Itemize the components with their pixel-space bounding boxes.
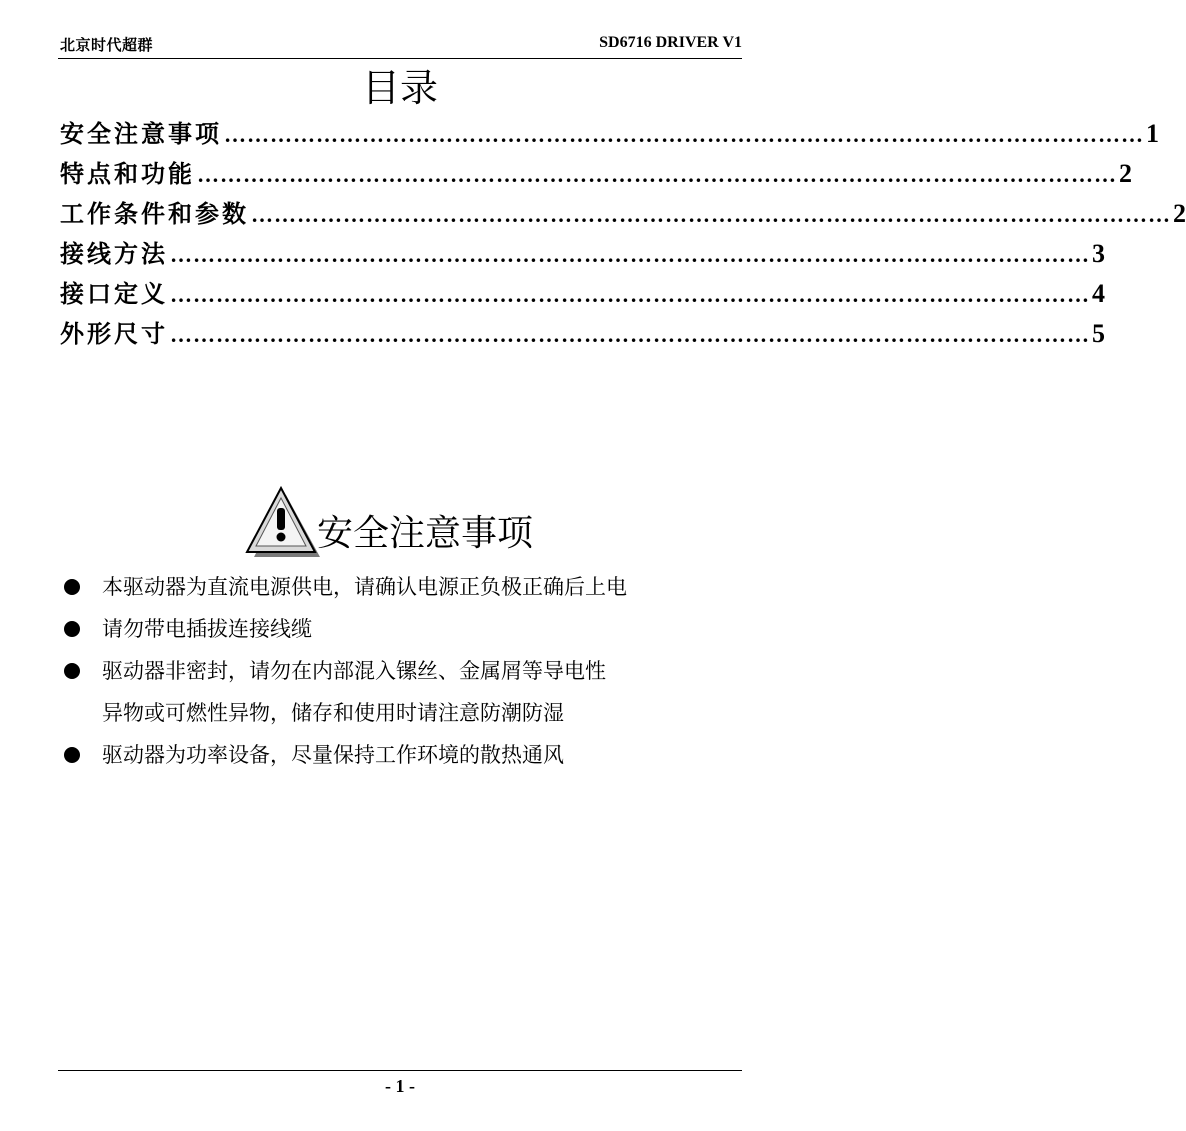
toc-entry-page: 4 bbox=[1092, 279, 1105, 308]
toc-entry[interactable] bbox=[60, 314, 1105, 354]
toc-leader-dots: ………………………………………………………………………………………………………… bbox=[170, 282, 1090, 307]
toc-entry-label: 特点和功能 bbox=[60, 159, 195, 188]
toc-leader-dots: ………………………………………………………………………………………………………… bbox=[197, 162, 1117, 187]
list-item bbox=[64, 734, 754, 776]
bullet-icon bbox=[64, 663, 80, 679]
header-divider bbox=[58, 58, 742, 59]
bullet-icon bbox=[64, 621, 80, 637]
list-item bbox=[64, 650, 754, 734]
toc-entry-page: 2 bbox=[1119, 159, 1132, 188]
list-item bbox=[64, 608, 754, 650]
table-of-contents bbox=[60, 114, 1186, 354]
toc-entry-page: 1 bbox=[1146, 119, 1159, 148]
toc-leader-dots: ………………………………………………………………………………………………………… bbox=[224, 122, 1144, 147]
toc-leader-dots: ………………………………………………………………………………………………………… bbox=[170, 242, 1090, 267]
bullet-icon bbox=[64, 747, 80, 763]
toc-entry-label: 外形尺寸 bbox=[60, 319, 168, 348]
list-item-text: 本驱动器为直流电源供电，请确认电源正负极正确后上电 bbox=[102, 575, 627, 599]
safety-title: 安全注意事项 bbox=[317, 513, 534, 554]
page-number: - 1 - bbox=[385, 1076, 415, 1096]
toc-entry-page: 3 bbox=[1092, 239, 1105, 268]
toc-entry-label: 接线方法 bbox=[60, 239, 168, 268]
toc-leader-dots: ………………………………………………………………………………………………………… bbox=[170, 322, 1090, 347]
toc-entry[interactable] bbox=[60, 114, 1159, 154]
toc-entry-label: 安全注意事项 bbox=[60, 119, 222, 148]
warning-triangle-icon bbox=[243, 484, 319, 558]
toc-entry[interactable] bbox=[60, 234, 1105, 274]
toc-entry[interactable] bbox=[60, 274, 1105, 314]
list-item-text: 请勿带电插拔连接线缆 bbox=[102, 617, 312, 641]
list-item bbox=[64, 566, 754, 608]
toc-entry[interactable] bbox=[60, 194, 1186, 234]
safety-list bbox=[64, 566, 754, 776]
list-item-text: 驱动器为功率设备，尽量保持工作环境的散热通风 bbox=[102, 743, 564, 767]
footer-divider bbox=[58, 1070, 742, 1071]
toc-entry-page: 2 bbox=[1173, 199, 1186, 228]
toc-entry-label: 工作条件和参数 bbox=[60, 199, 249, 228]
toc-leader-dots: ………………………………………………………………………………………………………… bbox=[251, 202, 1171, 227]
list-item-text: 驱动器非密封，请勿在内部混入镙丝、金属屑等导电性 异物或可燃性异物，储存和使用时请注意防潮防湿 bbox=[102, 659, 606, 725]
bullet-icon bbox=[64, 579, 80, 595]
toc-entry[interactable] bbox=[60, 154, 1132, 194]
header-company: 北京时代超群 bbox=[60, 36, 154, 54]
safety-heading bbox=[243, 478, 533, 558]
toc-entry-page: 5 bbox=[1092, 319, 1105, 348]
toc-entry-label: 接口定义 bbox=[60, 279, 168, 308]
header-product: SD6716 DRIVER V1 bbox=[599, 34, 742, 51]
toc-title: 目录 bbox=[361, 66, 438, 110]
